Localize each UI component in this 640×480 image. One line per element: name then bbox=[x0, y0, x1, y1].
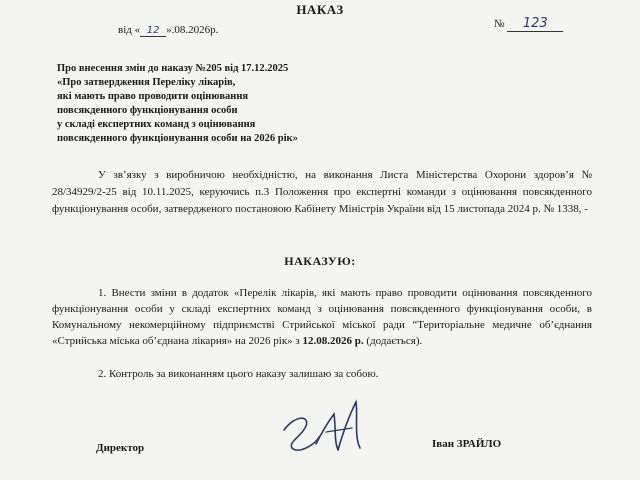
subject-line: у складі експертних команд з оцінювання bbox=[57, 119, 256, 130]
item-1-date: 12.08.2026 р. bbox=[302, 335, 364, 347]
item-1-text: 1. Внести зміни в додаток «Перелік лікарів, які мають право проводити оцінювання повсякденного функціонування особи у складі експертних команд з оцінювання повсякденного функціонування особи, в Комунальному некомерційному підприємстві Стрийської міської ради “Територіальне медичне об’єднання «Стрийська міська об’єднана лікарня» на 2026 рік» з bbox=[52, 287, 592, 347]
subject-line: повсякденного функціонування особи bbox=[57, 105, 238, 116]
signatory-role: Директор bbox=[96, 442, 145, 454]
date-suffix: ».08.2026р. bbox=[166, 24, 219, 36]
item-1-tail: (додається). bbox=[363, 335, 423, 347]
order-heading: НАКАЗУЮ: bbox=[284, 254, 356, 268]
document-title: НАКАЗ bbox=[296, 2, 344, 17]
subject-line: Про внесення змін до наказу №205 від 17.12.2025 bbox=[57, 63, 289, 74]
subject-line: «Про затвердження Переліку лікарів, bbox=[57, 77, 236, 88]
subject-line: які мають право проводити оцінювання bbox=[57, 91, 249, 102]
date-day-handwritten: 12 bbox=[140, 25, 166, 37]
order-number bbox=[494, 16, 563, 32]
order-item-2: 2. Контроль за виконанням цього наказу залишаю за собою. bbox=[98, 368, 379, 380]
subject-line: повсякденного функціонування особи на 2026 рік» bbox=[57, 133, 298, 144]
preamble-paragraph: У зв’язку з виробничою необхідністю, на виконання Листа Міністерства Охорони здоров’я № 28/34929/2-25 від 10.11.2025, керуючись п.3 Положення про експертні команди з оцінювання повсякденного функціонування особи, затвердженого постановою Кабінету Міністрів України від 15 листопада 2024 р. № 1338, - bbox=[52, 169, 592, 215]
order-date bbox=[118, 24, 218, 37]
handwritten-signature bbox=[276, 392, 386, 462]
date-prefix: від « bbox=[118, 24, 141, 36]
order-item-1 bbox=[52, 285, 592, 349]
number-handwritten: 123 bbox=[507, 16, 563, 32]
number-prefix: № bbox=[494, 18, 505, 30]
order-subject bbox=[57, 62, 298, 146]
signatory-name: Іван ЗРАЙЛО bbox=[432, 438, 502, 450]
